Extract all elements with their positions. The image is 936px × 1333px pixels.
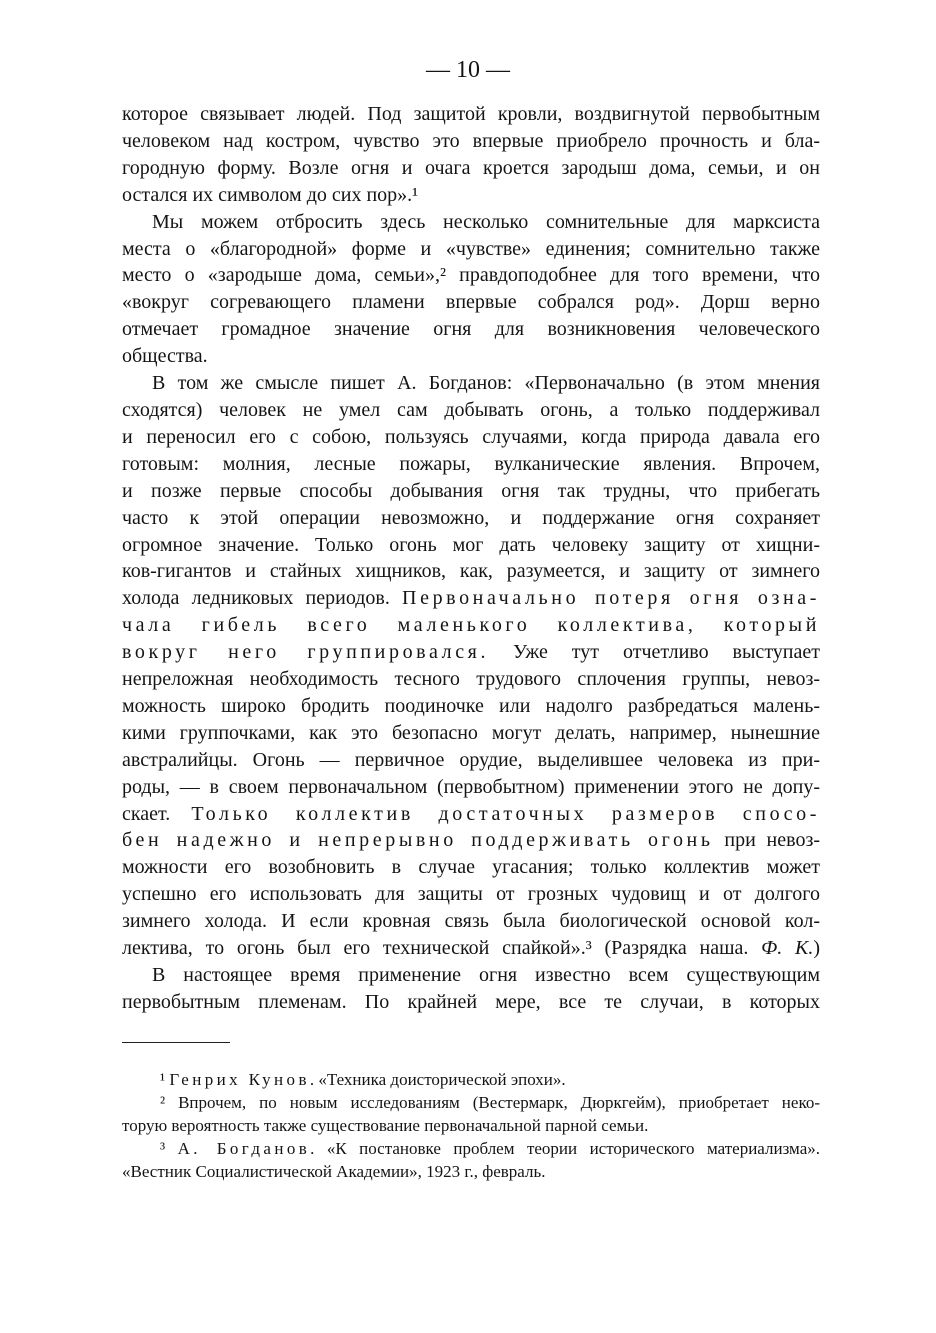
text-segment: ¹: [160, 1070, 170, 1089]
text-line: «Вестник Социалистической Академии», 1923 г., февраль.: [122, 1162, 546, 1181]
footnote-separator: [122, 1042, 230, 1043]
text-line: В том же смысле пишет А. Богданов: «Первоначально (в этом мнения: [152, 372, 820, 395]
text-line: сходятся) человек не умел сам добывать огонь, а только поддерживал: [122, 398, 820, 421]
text-line: которое связывает людей. Под защитой кровли, воздвигнутой первобытным: [122, 103, 820, 125]
text-line: места о «благородной» форме и «чувстве» единения; сомнительно также: [122, 237, 820, 260]
text-line: ков-гигантов и стайных хищников, как, разумеется, и защиту от зимнего: [122, 560, 820, 583]
text-line: часто к этой операции невозможно, и поддержание огня сохраняет: [122, 506, 820, 529]
spaced-emphasis: Только коллектив достаточных размеров спосо-: [191, 802, 820, 825]
text-segment: ³: [160, 1139, 178, 1158]
text-line: можности его возобновить в случае угасания; только коллектив может: [122, 856, 820, 879]
text-line: человеком над костром, чувство это впервые приобрело прочность и бла-: [122, 129, 820, 152]
spaced-author-name: А. Богданов: [177, 1139, 311, 1158]
spaced-emphasis: вокруг него группировался.: [122, 641, 490, 664]
paragraph: [122, 209, 820, 370]
footnote: [122, 1091, 820, 1137]
text-segment: при невоз-: [713, 829, 821, 852]
text-line: Мы можем отбросить здесь несколько сомнительные для марксиста: [152, 210, 820, 233]
text-line: огромное значение. Только огонь мог дать человеку защиту от хищни-: [122, 533, 820, 556]
text-segment: скает.: [122, 802, 192, 825]
text-line: [122, 585, 820, 612]
text-line: и переносил его с собою, пользуясь случаями, когда природа давала его: [122, 425, 820, 448]
spaced-emphasis: Первоначально потеря огня озна-: [402, 587, 820, 610]
text-line: успешно его использовать для защиты от грозных чудовищ и от долгого: [122, 883, 820, 906]
text-segment: Уже тут отчетливо выступает: [489, 641, 820, 664]
text-line: зимнего холода. И если кровная связь была биологической основой кол-: [122, 910, 820, 933]
text-line: торую вероятность также существование первоначальной парной семьи.: [122, 1116, 649, 1135]
text-line: «вокруг согревающего пламени впервые собрался род». Дорш верно: [122, 291, 820, 314]
text-line: отмечает громадное значение огня для возникновения человеческого: [122, 318, 820, 341]
text-line: первобытным племенам. По крайней мере, все те случаи, в которых: [122, 990, 820, 1013]
paragraph: [122, 962, 820, 1016]
text-line: кими группочками, как это безопасно могут делать, например, нынешние: [122, 721, 820, 744]
main-text: [122, 101, 820, 1016]
text-segment: ): [813, 937, 820, 960]
spaced-author-name: Генрих Кунов: [169, 1070, 310, 1089]
text-line: [122, 1137, 820, 1160]
text-line: [122, 1068, 820, 1091]
text-segment: . «К постановке проблем теории исторического материализма».: [310, 1139, 820, 1158]
text-line: [122, 639, 820, 666]
text-segment: холода ледниковых периодов.: [122, 587, 403, 610]
page-number: — 10 —: [426, 57, 510, 83]
paragraph: [122, 101, 820, 209]
footnotes: [122, 1068, 820, 1183]
text-line: [122, 827, 820, 854]
text-line: остался их символом до сих пор».¹: [122, 183, 419, 206]
text-segment: . «Техника доисторической эпохи».: [309, 1070, 566, 1089]
footnote: [122, 1068, 820, 1091]
text-line: можность широко бродить поодиночке или надолго разбредаться малень-: [122, 694, 820, 717]
text-line: ² Впрочем, по новым исследованиям (Вестермарк, Дюркгейм), приобретает неко-: [160, 1093, 820, 1112]
spaced-emphasis: бен надежно и непрерывно поддерживать огонь: [122, 829, 714, 852]
text-line: и позже первые способы добывания огня так трудны, что прибегать: [122, 479, 820, 502]
text-line: [122, 801, 820, 828]
footnote: [122, 1137, 820, 1183]
text-line: готовым: молния, лесные пожары, вулканические явления. Впрочем,: [122, 452, 820, 475]
text-line: городную форму. Возле огня и очага кроется зародыш дома, семьи, и он: [122, 156, 820, 179]
text-line: общества.: [122, 345, 208, 368]
text-line: В настоящее время применение огня известно всем существующим: [152, 964, 820, 986]
text-segment: лектива, то огонь был его технической спайкой».³ (Разрядка наша.: [122, 937, 762, 960]
text-line: роды, — в своем первоначальном (первобытном) применении этого не допу-: [122, 775, 820, 798]
italic-initials: Ф. К.: [761, 937, 814, 960]
text-line: место о «зародыше дома, семьи»,² правдоподобнее для того времени, что: [122, 264, 820, 287]
text-line: чала гибель всего маленького коллектива, который: [122, 614, 820, 637]
paragraph: [122, 370, 820, 962]
text-line: [122, 935, 820, 962]
text-line: непреложная необходимость тесного трудового сплочения группы, невоз-: [122, 668, 820, 691]
text-line: австралийцы. Огонь — первичное орудие, выделившее человека из при-: [122, 748, 820, 771]
